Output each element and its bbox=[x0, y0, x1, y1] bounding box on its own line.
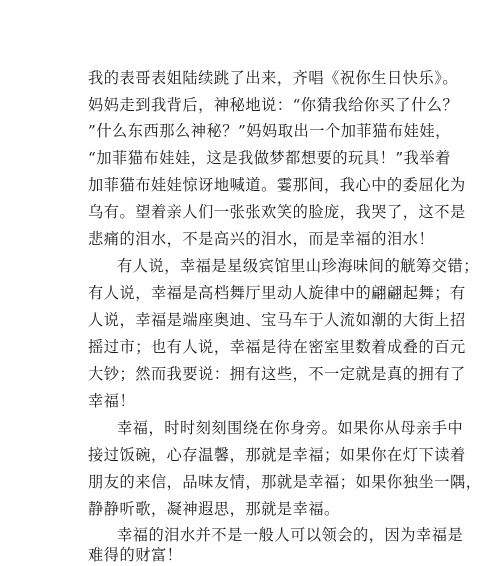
text-line: 乌有。望着亲人们一张张欢笑的脸庞，我哭了，这不是 bbox=[88, 203, 466, 221]
text-line: 大钞；然而我要说：拥有这些，不一定就是真的拥有了 bbox=[88, 365, 466, 383]
text-line: 我的表哥表姐陆续跳了出来，齐唱《祝你生日快乐》。 bbox=[88, 69, 459, 87]
paragraph-first-line: 有人说，幸福是星级宾馆里山珍海味间的觥筹交错； bbox=[117, 257, 479, 275]
text-line: 难得的财富！ bbox=[88, 546, 183, 564]
text-line: 有人说，幸福是高档舞厅里动人旋律中的翩翩起舞；有 bbox=[88, 284, 466, 302]
text-line: 静静听歌，凝神遐思，那就是幸福。 bbox=[88, 500, 340, 518]
text-line: 接过饭碗，心存温馨，那就是幸福；如果你在灯下读着 bbox=[88, 446, 466, 464]
text-line: 幸福！ bbox=[88, 392, 136, 410]
text-line: 加菲猫布娃娃惊讶地喊道。霎那间，我心中的委屈化为 bbox=[88, 176, 466, 194]
text-line: 摇过市；也有人说，幸福是待在密室里数着成叠的百元 bbox=[88, 338, 466, 356]
text-line: “加菲猫布娃娃，这是我做梦都想要的玩具！”我举着 bbox=[88, 149, 451, 167]
text-line: 悲痛的泪水，不是高兴的泪水，而是幸福的泪水！ bbox=[88, 230, 435, 248]
paragraph-first-line: 幸福的泪水并不是一般人可以领会的，因为幸福是 bbox=[117, 526, 464, 544]
text-line: 人说，幸福是端座奥迪、宝马车于人流如潮的大街上招 bbox=[88, 311, 466, 329]
text-line: 妈妈走到我背后，神秘地说：“你猜我给你买了什么？ bbox=[88, 96, 459, 114]
text-line: ”什么东西那么神秘？”妈妈取出一个加菲猫布娃娃， bbox=[88, 122, 451, 140]
paragraph-first-line: 幸福，时时刻刻围绕在你身旁。如果你从母亲手中 bbox=[117, 419, 464, 437]
text-line: 朋友的来信，品味友情，那就是幸福；如果你独坐一隅， bbox=[88, 473, 482, 491]
